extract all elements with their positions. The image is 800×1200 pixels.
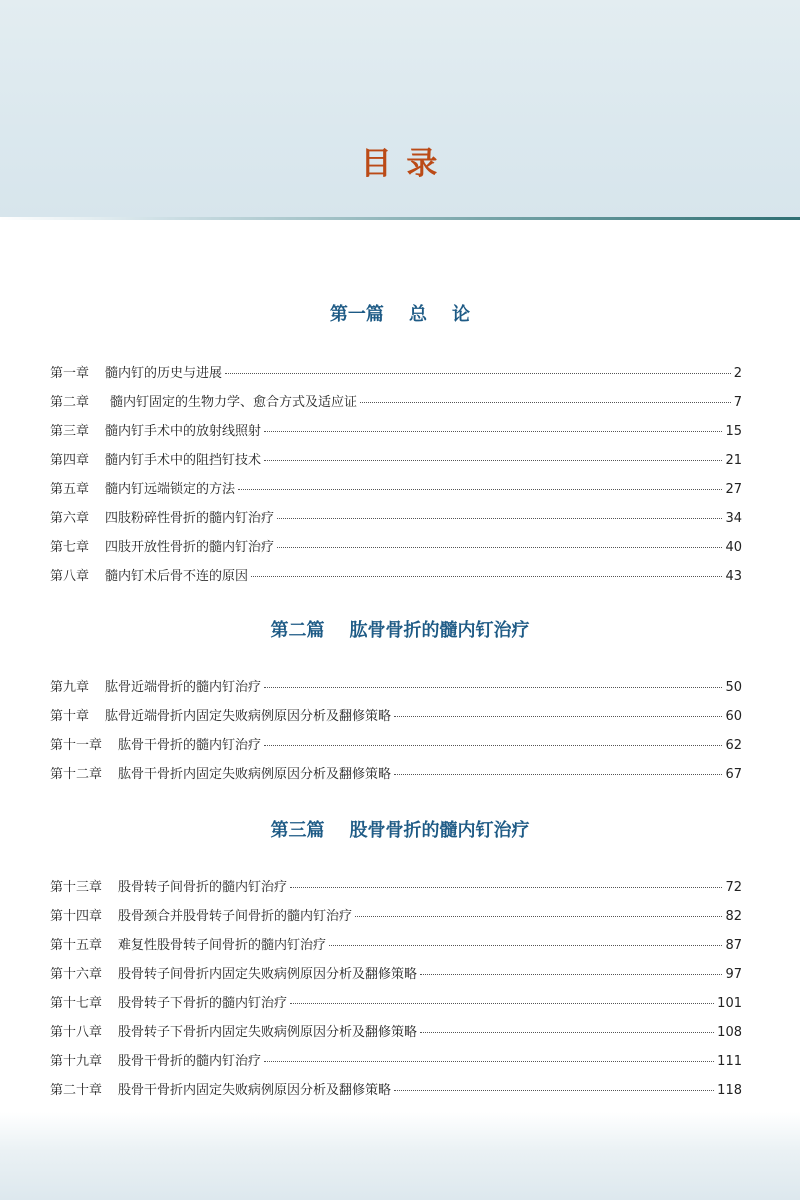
toc-entry[interactable] — [50, 934, 742, 963]
toc-entry[interactable] — [50, 963, 742, 992]
dot-leader — [251, 576, 722, 577]
page-number: 2 — [733, 366, 742, 381]
part-title: 第三篇 股骨骨折的髓内钉治疗 — [270, 820, 530, 841]
chapter-title: 髓内钉固定的生物力学、愈合方式及适应证 — [110, 395, 358, 410]
chapter-title: 股骨颈合并股骨转子间骨折的髓内钉治疗 — [118, 909, 353, 924]
dot-leader — [225, 373, 731, 374]
chapter-title: 肱骨干骨折内固定失败病例原因分析及翻修策略 — [118, 767, 392, 782]
dot-leader — [394, 716, 722, 717]
chapter-number: 第十七章 — [50, 996, 103, 1011]
chapter-title: 四肢粉碎性骨折的髓内钉治疗 — [105, 511, 275, 526]
page-number: 111 — [717, 1054, 742, 1069]
chapter-title: 股骨干骨折的髓内钉治疗 — [118, 1054, 262, 1069]
dot-leader — [420, 974, 722, 975]
page-title: 目 录 — [360, 146, 440, 182]
toc-entry[interactable] — [50, 391, 742, 420]
chapter-title: 肱骨干骨折的髓内钉治疗 — [118, 738, 262, 753]
chapter-number: 第二十章 — [50, 1083, 103, 1098]
chapter-title: 髓内钉远端锁定的方法 — [105, 482, 236, 497]
page-number: 7 — [733, 395, 742, 410]
chapter-title: 难复性股骨转子间骨折的髓内钉治疗 — [118, 938, 327, 953]
toc-entry[interactable] — [50, 420, 742, 449]
page-number: 27 — [725, 482, 742, 497]
chapter-title: 髓内钉术后骨不连的原因 — [105, 569, 249, 584]
toc-list — [50, 676, 742, 792]
dot-leader — [264, 460, 722, 461]
dot-leader — [394, 1090, 714, 1091]
chapter-number: 第十二章 — [50, 767, 103, 782]
page-number: 118 — [717, 1083, 742, 1098]
dot-leader — [420, 1032, 714, 1033]
toc-entry[interactable] — [50, 905, 742, 934]
chapter-title: 股骨转子间骨折的髓内钉治疗 — [118, 880, 288, 895]
toc-entry[interactable] — [50, 536, 742, 565]
toc-entry[interactable] — [50, 1021, 742, 1050]
chapter-title: 四肢开放性骨折的髓内钉治疗 — [105, 540, 275, 555]
chapter-number: 第四章 — [50, 453, 90, 468]
chapter-number: 第六章 — [50, 511, 90, 526]
page-number: 82 — [725, 909, 742, 924]
part-title: 第一篇 总 论 — [329, 304, 471, 325]
chapter-number: 第二章 — [50, 395, 90, 410]
dot-leader — [355, 916, 722, 917]
chapter-title: 髓内钉的历史与进展 — [105, 366, 223, 381]
toc-entry[interactable] — [50, 1050, 742, 1079]
chapter-title: 股骨干骨折内固定失败病例原因分析及翻修策略 — [118, 1083, 392, 1098]
toc-entry[interactable] — [50, 449, 742, 478]
chapter-number: 第十六章 — [50, 967, 103, 982]
chapter-title: 髓内钉手术中的阻挡钉技术 — [105, 453, 262, 468]
page-number: 67 — [725, 767, 742, 782]
dot-leader — [360, 402, 731, 403]
toc-entry[interactable] — [50, 478, 742, 507]
toc-entry[interactable] — [50, 565, 742, 594]
chapter-title: 股骨转子间骨折内固定失败病例原因分析及翻修策略 — [118, 967, 418, 982]
part-title: 第二篇 肱骨骨折的髓内钉治疗 — [270, 620, 530, 641]
chapter-number: 第九章 — [50, 680, 90, 695]
page-number: 50 — [725, 680, 742, 695]
page-number: 15 — [725, 424, 742, 439]
footer-band — [0, 1112, 800, 1200]
chapter-number: 第十一章 — [50, 738, 103, 753]
page-number: 101 — [717, 996, 742, 1011]
toc-list — [50, 362, 742, 594]
dot-leader — [264, 687, 722, 688]
chapter-number: 第十四章 — [50, 909, 103, 924]
dot-leader — [264, 431, 722, 432]
page-number: 60 — [725, 709, 742, 724]
chapter-number: 第十三章 — [50, 880, 103, 895]
toc-entry[interactable] — [50, 1079, 742, 1108]
page-number: 21 — [725, 453, 742, 468]
chapter-number: 第一章 — [50, 366, 90, 381]
chapter-number: 第十八章 — [50, 1025, 103, 1040]
toc-entry[interactable] — [50, 734, 742, 763]
dot-leader — [290, 1003, 714, 1004]
chapter-number: 第八章 — [50, 569, 90, 584]
page-number: 40 — [725, 540, 742, 555]
toc-entry[interactable] — [50, 876, 742, 905]
chapter-number: 第十章 — [50, 709, 90, 724]
toc-entry[interactable] — [50, 362, 742, 391]
dot-leader — [290, 887, 722, 888]
page-number: 87 — [725, 938, 742, 953]
dot-leader — [264, 1061, 714, 1062]
chapter-title: 股骨转子下骨折的髓内钉治疗 — [118, 996, 288, 1011]
page-number: 72 — [725, 880, 742, 895]
toc-entry[interactable] — [50, 676, 742, 705]
header-divider — [0, 217, 800, 220]
dot-leader — [277, 518, 722, 519]
chapter-number: 第七章 — [50, 540, 90, 555]
toc-entry[interactable] — [50, 705, 742, 734]
chapter-title: 肱骨近端骨折的髓内钉治疗 — [105, 680, 262, 695]
toc-entry[interactable] — [50, 992, 742, 1021]
chapter-title: 髓内钉手术中的放射线照射 — [105, 424, 262, 439]
page-number: 43 — [725, 569, 742, 584]
chapter-number: 第五章 — [50, 482, 90, 497]
chapter-number: 第十五章 — [50, 938, 103, 953]
dot-leader — [264, 745, 722, 746]
dot-leader — [394, 774, 722, 775]
page-number: 62 — [725, 738, 742, 753]
dot-leader — [238, 489, 722, 490]
page-number: 34 — [725, 511, 742, 526]
toc-entry[interactable] — [50, 507, 742, 536]
chapter-number: 第三章 — [50, 424, 90, 439]
page-number: 97 — [725, 967, 742, 982]
dot-leader — [329, 945, 722, 946]
chapter-number: 第十九章 — [50, 1054, 103, 1069]
toc-entry[interactable] — [50, 763, 742, 792]
chapter-title: 肱骨近端骨折内固定失败病例原因分析及翻修策略 — [105, 709, 392, 724]
page-number: 108 — [717, 1025, 742, 1040]
toc-list — [50, 876, 742, 1108]
dot-leader — [277, 547, 722, 548]
chapter-title: 股骨转子下骨折内固定失败病例原因分析及翻修策略 — [118, 1025, 418, 1040]
